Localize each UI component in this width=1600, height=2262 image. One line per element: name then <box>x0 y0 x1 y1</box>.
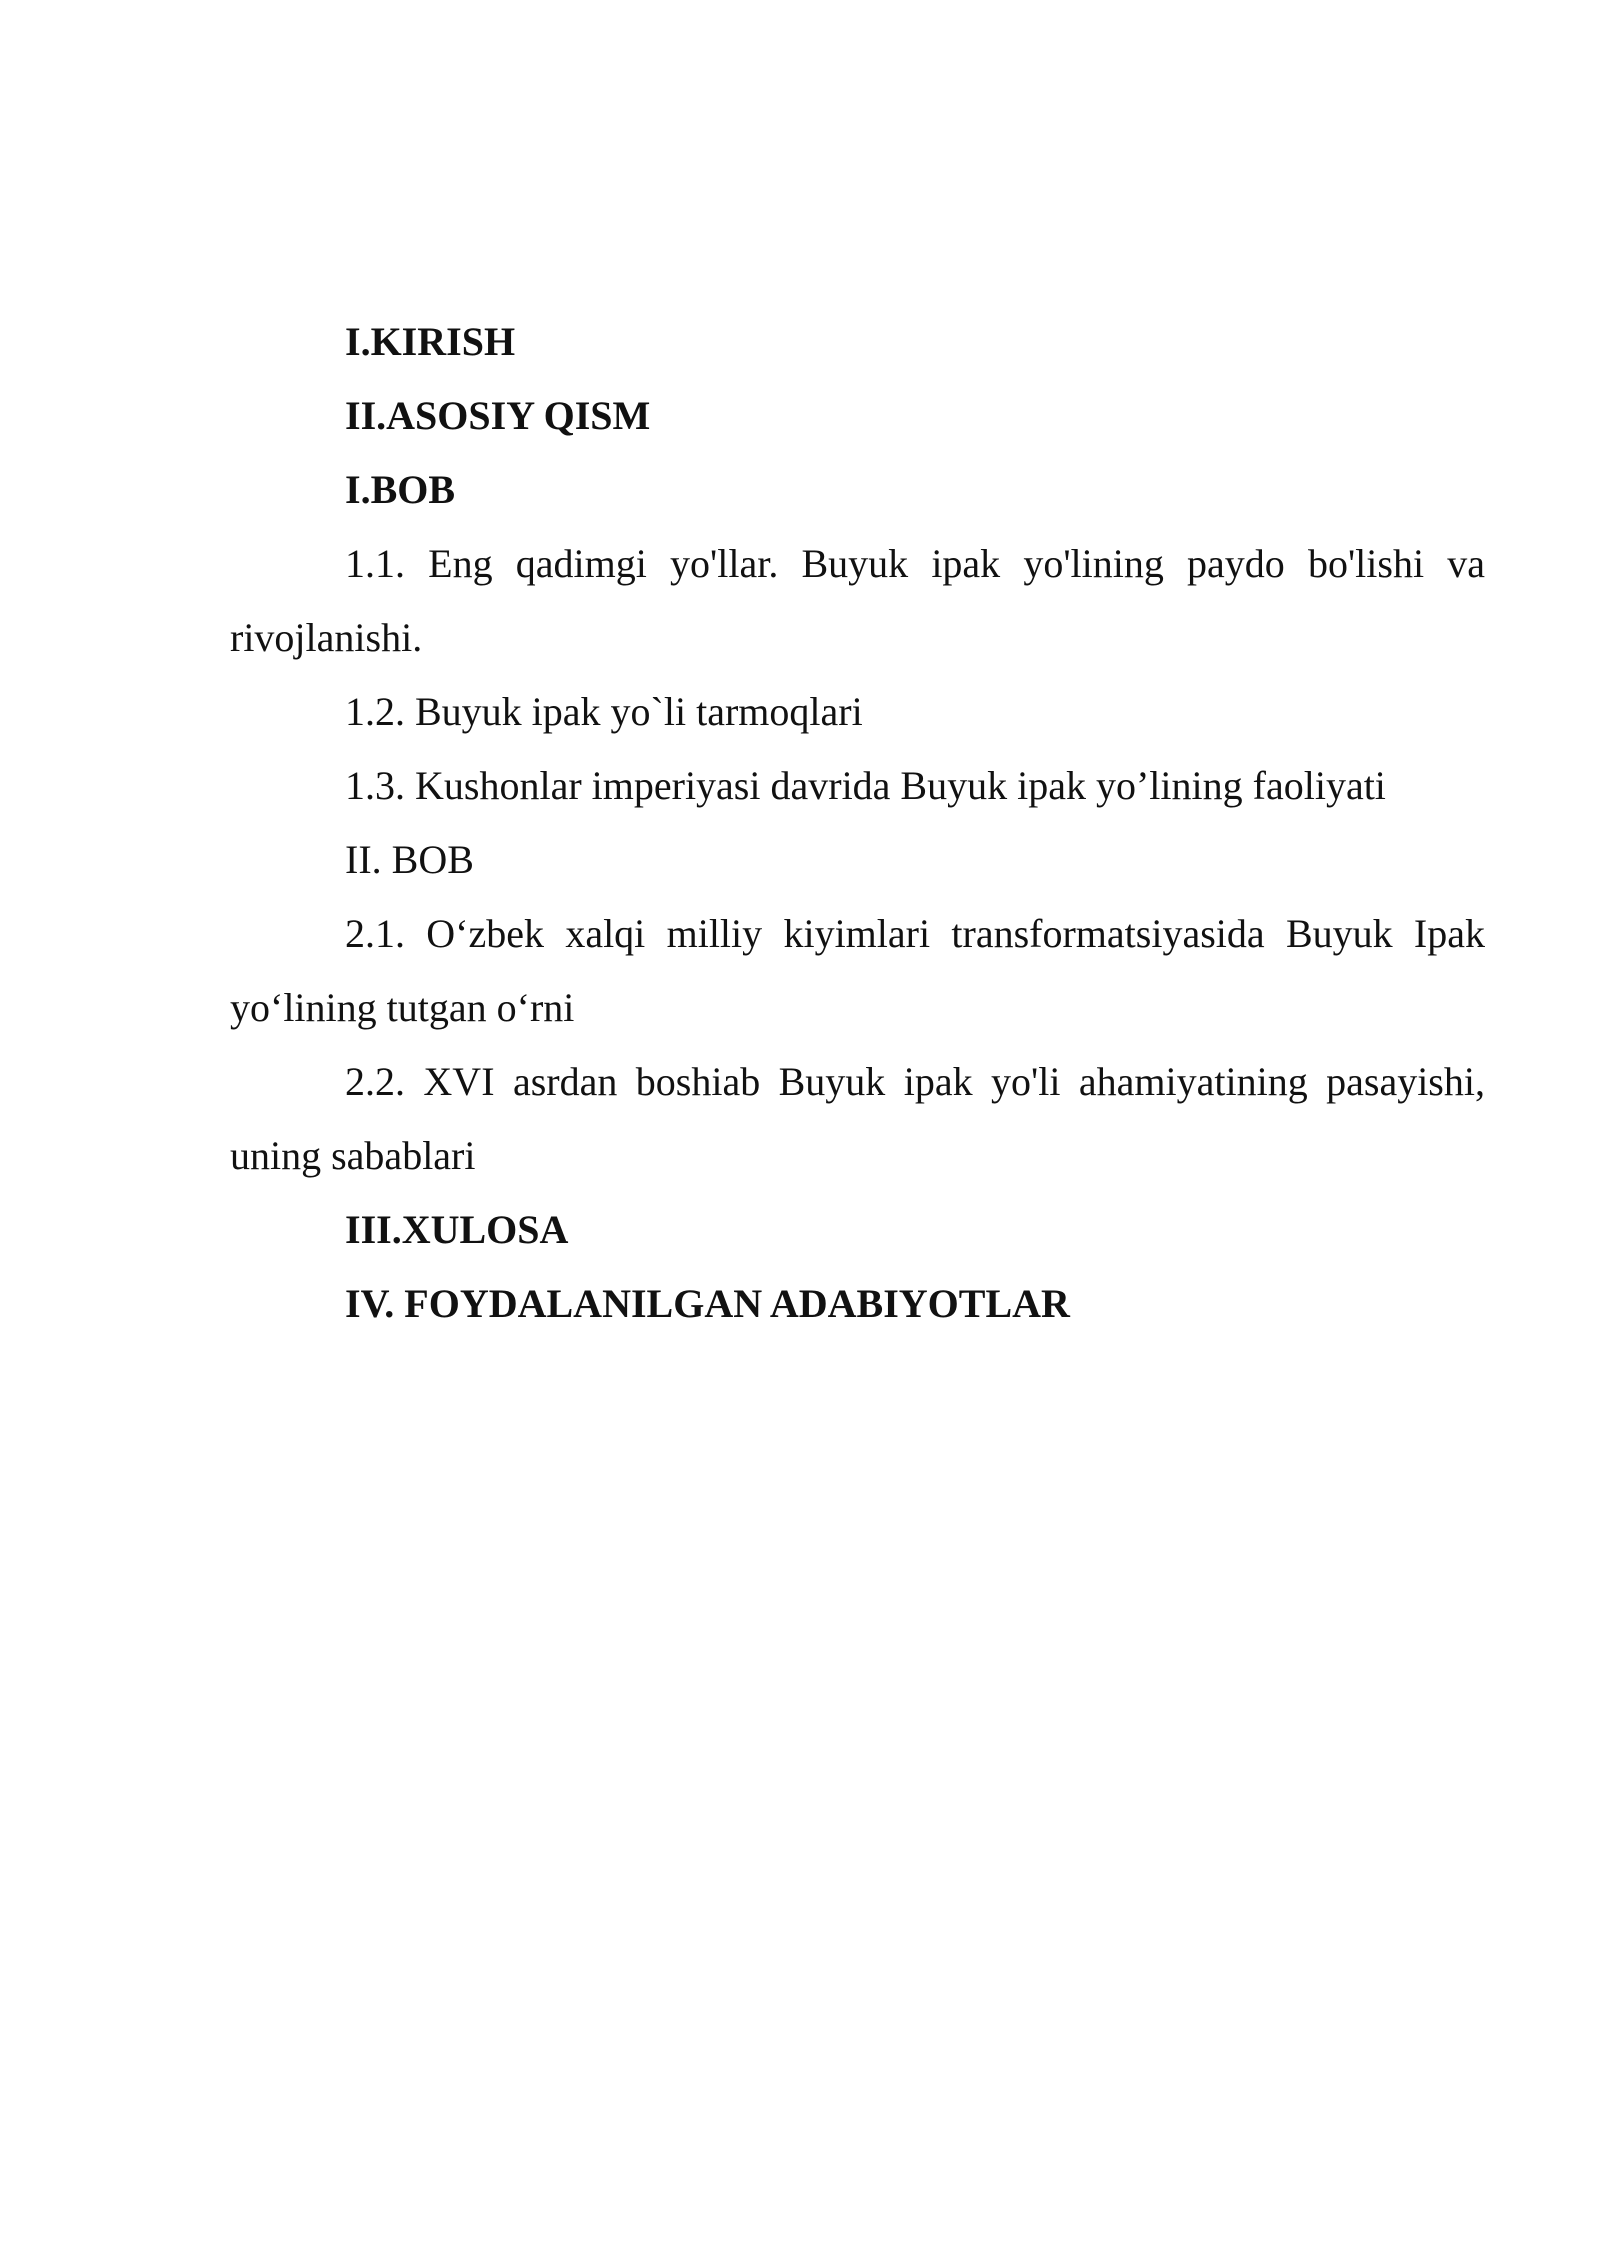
toc-item-2-1: 2.1. O‘zbek xalqi milliy kiyimlari transformatsiyasida Buyuk Ipak yo‘lining tutgan o‘rni <box>230 911 1485 1030</box>
toc-item-asosiy-qism: II.ASOSIY QISM <box>345 393 651 438</box>
toc-item-kirish: I.KIRISH <box>345 319 516 364</box>
toc-item-xulosa: III.XULOSA <box>345 1207 569 1252</box>
toc-item-adabiyotlar: IV. FOYDALANILGAN ADABIYOTLAR <box>345 1281 1070 1326</box>
toc-item-2-2: 2.2. XVI asrdan boshiab Buyuk ipak yo'li ahamiyatining pasayishi, uning sabablari <box>230 1059 1485 1178</box>
toc-item-bob-2: II. BOB <box>345 837 474 882</box>
toc-item-bob-1: I.BOB <box>345 467 456 512</box>
toc-item-1-3: 1.3. Kushonlar imperiyasi davrida Buyuk ipak yo’lining faoliyati <box>345 763 1386 808</box>
toc-item-1-1: 1.1. Eng qadimgi yo'llar. Buyuk ipak yo'lining paydo bo'lishi va rivojlanishi. <box>230 541 1485 660</box>
document-page <box>230 305 1485 1341</box>
toc-item-1-2: 1.2. Buyuk ipak yo`li tarmoqlari <box>345 689 863 734</box>
table-of-contents <box>230 305 1485 1341</box>
